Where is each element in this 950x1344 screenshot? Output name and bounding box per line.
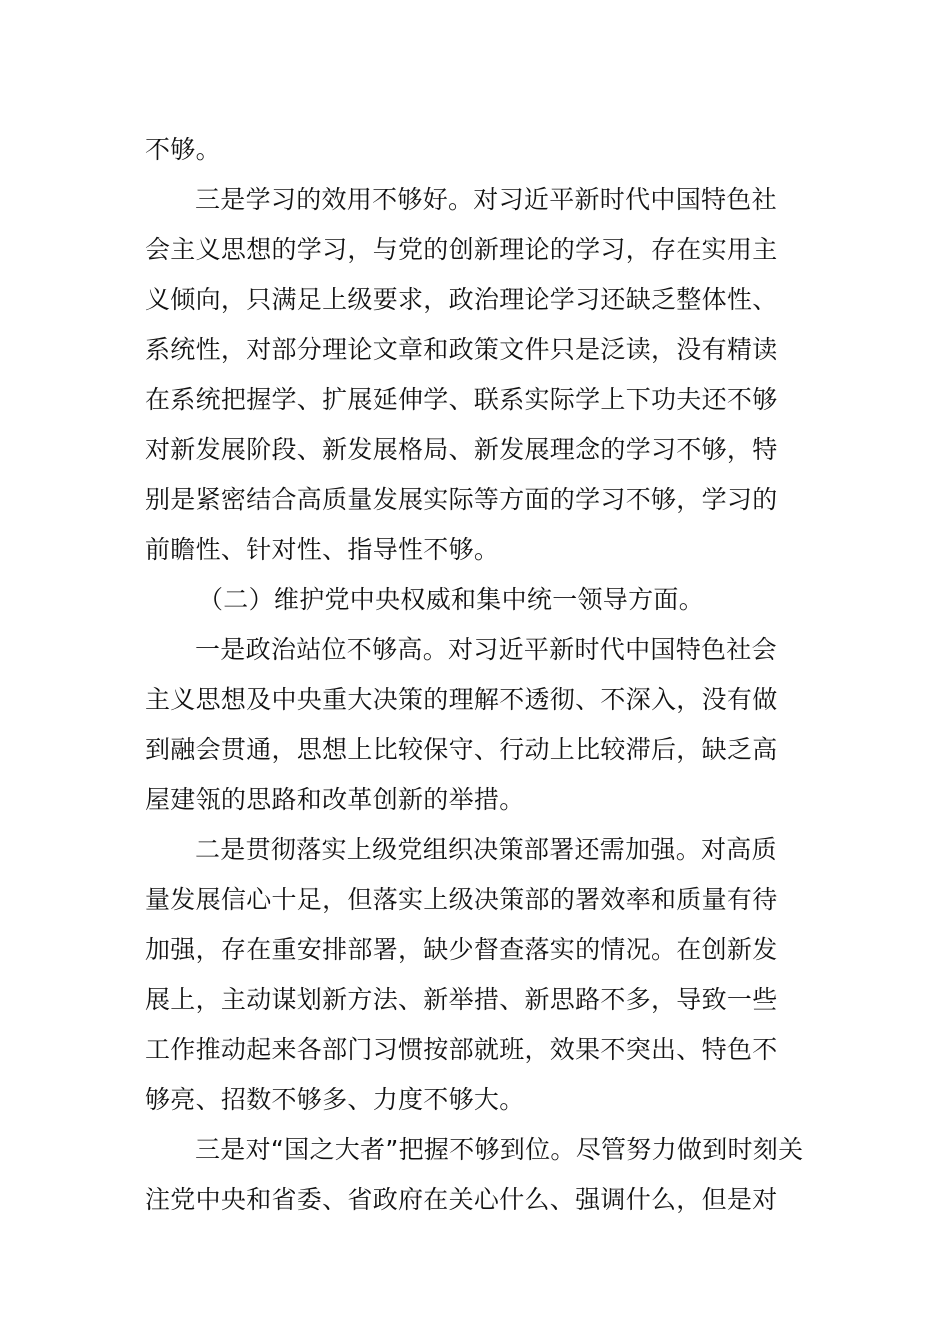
section-heading: （二）维护党中央权威和集中统一领导方面。 <box>198 585 705 614</box>
text-line: 别是紧密结合高质量发展实际等方面的学习不够，学习的 <box>145 485 778 514</box>
text-line: 加强，存在重安排部署，缺少督查落实的情况。在创新发 <box>145 935 778 964</box>
text-line: 工作推动起来各部门习惯按部就班，效果不突出、特色不 <box>145 1035 778 1064</box>
text-line: 屋建瓴的思路和改革创新的举措。 <box>145 785 525 814</box>
text-line: 会主义思想的学习，与党的创新理论的学习，存在实用主 <box>145 235 778 264</box>
text-line: 前瞻性、针对性、指导性不够。 <box>145 535 500 564</box>
text-line: 义倾向，只满足上级要求，政治理论学习还缺乏整体性、 <box>145 285 778 314</box>
text-line: 到融会贯通，思想上比较保守、行动上比较滞后，缺乏高 <box>145 735 778 764</box>
text-line: 够亮、招数不够多、力度不够大。 <box>145 1085 525 1114</box>
paragraph-start-line: 三是对“国之大者”把握不够到位。尽管努力做到时刻关 <box>195 1135 804 1164</box>
text-line: 注党中央和省委、省政府在关心什么、强调什么，但是对 <box>145 1185 778 1214</box>
text-line: 主义思想及中央重大决策的理解不透彻、不深入，没有做 <box>145 685 778 714</box>
paragraph-start-line: 三是学习的效用不够好。对习近平新时代中国特色社 <box>195 185 777 214</box>
text-line: 量发展信心十足，但落实上级决策部的署效率和质量有待 <box>145 885 778 914</box>
paragraph-start-line: 二是贯彻落实上级党组织决策部署还需加强。对高质 <box>195 835 777 864</box>
text-line: 系统性，对部分理论文章和政策文件只是泛读，没有精读 <box>145 335 778 364</box>
text-line: 不够。 <box>145 135 221 164</box>
text-line: 在系统把握学、扩展延伸学、联系实际学上下功夫还不够 <box>145 385 778 414</box>
paragraph-start-line: 一是政治站位不够高。对习近平新时代中国特色社会 <box>195 635 777 664</box>
text-line: 对新发展阶段、新发展格局、新发展理念的学习不够，特 <box>145 435 778 464</box>
text-line: 展上，主动谋划新方法、新举措、新思路不多，导致一些 <box>145 985 778 1014</box>
